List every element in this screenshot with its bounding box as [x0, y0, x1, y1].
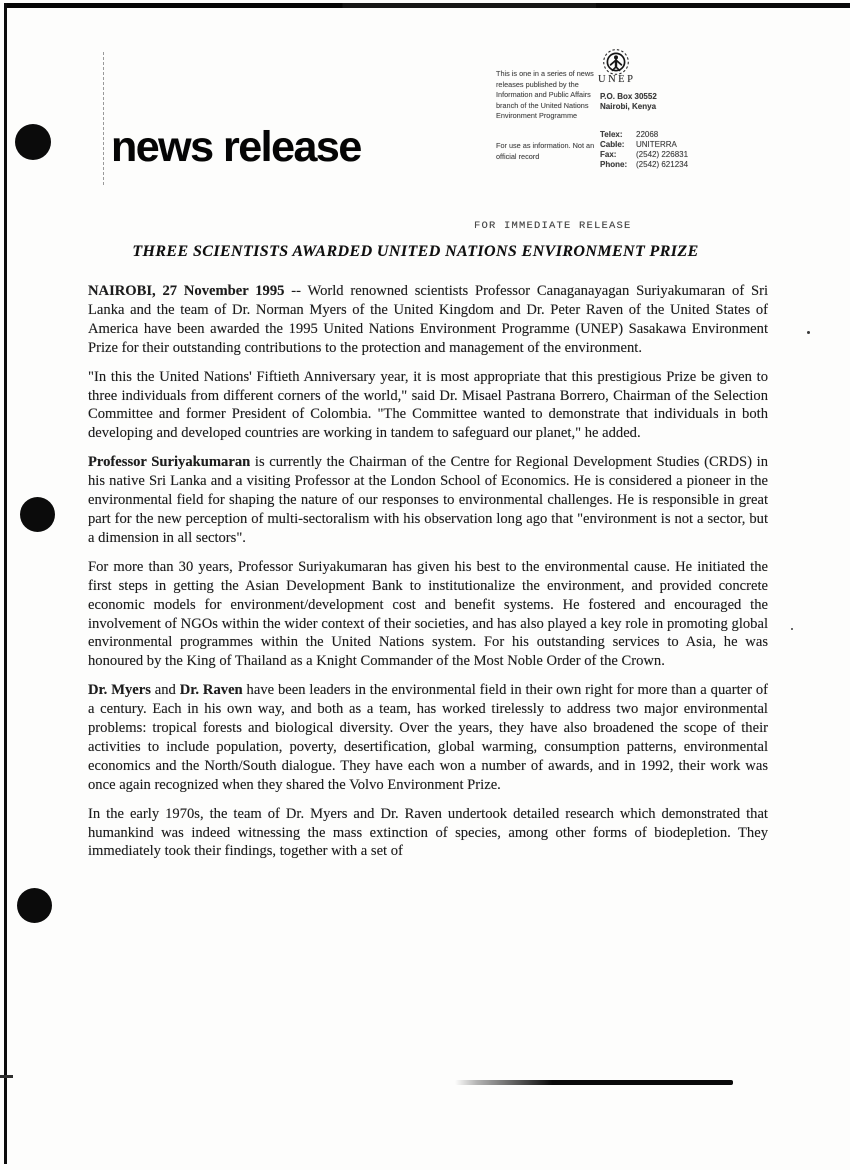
release-status-tag: FOR IMMEDIATE RELEASE: [474, 220, 632, 232]
address-line: P.O. Box 30552: [600, 92, 657, 101]
contact-value: UNITERRA: [636, 140, 677, 149]
punch-hole-mark: [15, 124, 51, 160]
contact-value: (2542) 226831: [636, 150, 689, 159]
scan-border-top: [4, 3, 850, 8]
punch-hole-mark: [20, 497, 55, 532]
usage-note: For use as information. Not an official record: [496, 141, 595, 161]
unep-wordmark: UNEP: [598, 74, 636, 85]
scan-border-left: [4, 3, 7, 1164]
contact-row-cable: [600, 140, 688, 150]
paragraph-suriyakumaran-profile: Professor Suriyakumaran is currently the Chairman of the Centre for Regional Development Studies (CRDS) in his native Sri Lanka and a visiting Professor at the London School of Economics. He is considered a pioneer in the environmental field for shaping the nature of our responses to environmental challenges. He is responsible in great part for the new perception of multi-sectoralism with his observation long ago that "environment is not a sector, but a dimension in all sectors".: [88, 454, 768, 546]
newsletter-brand: news release: [111, 123, 361, 171]
address-block: [600, 92, 657, 112]
footer-scan-line: [455, 1080, 733, 1085]
contact-label: Phone:: [600, 160, 628, 169]
contact-row-phone: [600, 160, 688, 170]
brand-divider-line: [103, 52, 104, 185]
paragraph-research-1970s: In the early 1970s, the team of Dr. Myers and Dr. Raven undertook detailed research which demonstrated that humankind was indeed witnessing the mass extinction of species, among other forms of biodepletion. They immediately took their findings, together with a set of: [88, 805, 768, 860]
contact-label: Cable:: [600, 140, 625, 149]
dateline: NAIROBI, 27 November 1995: [88, 283, 285, 299]
punch-hole-mark: [17, 888, 52, 923]
contact-label: Telex:: [600, 130, 623, 139]
series-note: This is one in a series of news releases published by the Information and Public Affairs branch of the United Nations Environment Programme: [496, 69, 594, 121]
contact-block: [600, 130, 688, 170]
paragraph-suriyakumaran-career: For more than 30 years, Professor Suriyakumaran has given his best to the environmental cause. He initiated the first steps in getting the Asian Development Bank to institutionalize the environment, and provided concrete economic models for environment/development cost and benefit systems. He fostered and encouraged the involvement of NGOs within the wider context of their societies, and has also played a key role in promoting global environmental programmes within the United Nations system. For his outstanding services to Asia, he was honoured by the King of Thailand as a Knight Commander of the Most Noble Order of the Crown.: [88, 558, 768, 670]
contact-row-telex: [600, 130, 688, 140]
document-body: [88, 282, 768, 871]
contact-label: Fax:: [600, 150, 617, 159]
address-line: Nairobi, Kenya: [600, 102, 657, 111]
paragraph-myers-raven: Dr. Myers and Dr. Raven have been leaders in the environmental field in their own right for more than a quarter of a century. Each in his own way, and both as a team, has worked tirelessly to address two major environmental problems: tropical forests and biological diversity. Over the years, they have also broadened the scope of their activities to include population, poverty, desertification, global warming, consumption patterns, environmental economics and the North/South dialogue. They have each won a number of awards, and in 1992, their work was once again recognized when they shared the Volvo Environment Prize.: [88, 682, 769, 793]
bold-name: Dr. Myers: [88, 682, 151, 699]
contact-value: 22068: [636, 130, 659, 139]
margin-tick-mark: [0, 1075, 13, 1078]
paragraph-quote-chairman: "In this the United Nations' Fiftieth Anniversary year, it is most appropriate that this prestigious Prize be given to three individuals from different corners of the world," said Dr. Misael Pastrana Borrero, Chairman of the Selection Committee and former President of Colombia. "The Committee wanted to demonstrate that individuals in both developing and developed countries are working in tandem to safeguard our planet," he added.: [88, 368, 768, 442]
contact-value: (2542) 621234: [636, 160, 689, 169]
bold-name: Dr. Raven: [179, 682, 243, 699]
bold-lead: Professor Suriyakumaran: [88, 454, 251, 471]
scan-speck: [791, 628, 793, 630]
contact-row-fax: [600, 150, 688, 160]
scan-speck: [807, 331, 810, 334]
document-title: THREE SCIENTISTS AWARDED UNITED NATIONS ENVIRONMENT PRIZE: [132, 243, 699, 260]
paragraph-dateline-lead: NAIROBI, 27 November 1995 -- World renowned scientists Professor Canaganayagan Suriyakumaran of Sri Lanka and the team of Dr. Norman Myers of the United Kingdom and Dr. Peter Raven of the United States of America have been awarded the 1995 United Nations Environment Programme (UNEP) Sasakawa Environment Prize for their outstanding contributions to the protection and management of the environment.: [88, 283, 768, 356]
